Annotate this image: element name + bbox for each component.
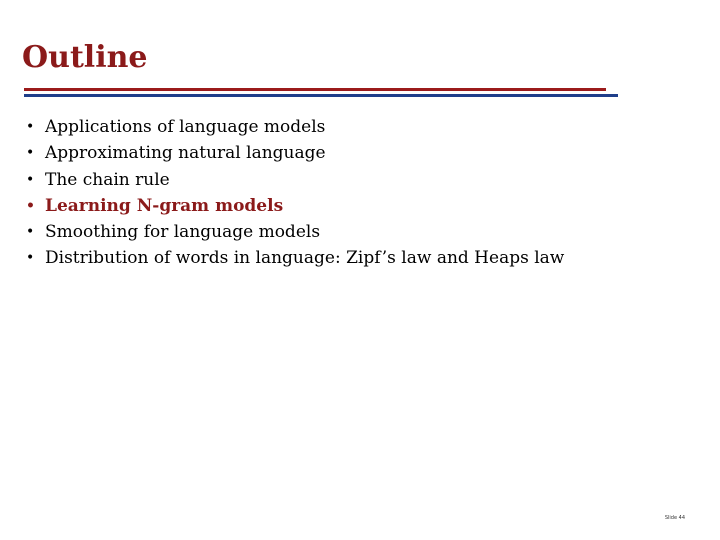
slide-title: Outline <box>22 40 148 75</box>
bullet-icon: • <box>26 250 35 267</box>
outline-list <box>26 114 564 272</box>
list-item <box>26 140 564 166</box>
bullet-icon: • <box>26 171 35 188</box>
title-underline-blue <box>24 94 618 97</box>
bullet-icon: • <box>26 145 35 162</box>
list-item-label: Applications of language models <box>45 117 326 137</box>
list-item <box>26 219 564 245</box>
list-item-label: Approximating natural language <box>45 143 326 164</box>
title-underline-red <box>24 88 606 91</box>
bullet-icon: • <box>26 224 35 241</box>
list-item-label: Distribution of words in language: Zipf’s law and Heaps law <box>45 248 565 269</box>
bullet-icon: • <box>26 119 35 135</box>
list-item-label: Smoothing for language models <box>45 222 321 243</box>
slide-number: Slide 44 <box>664 515 685 521</box>
list-item-label: The chain rule <box>45 169 170 190</box>
list-item <box>26 167 564 193</box>
list-item-label: Learning N-gram models <box>45 195 284 216</box>
list-item <box>26 245 564 271</box>
list-item <box>26 193 564 219</box>
list-item <box>26 114 564 140</box>
bullet-icon: • <box>26 197 35 214</box>
